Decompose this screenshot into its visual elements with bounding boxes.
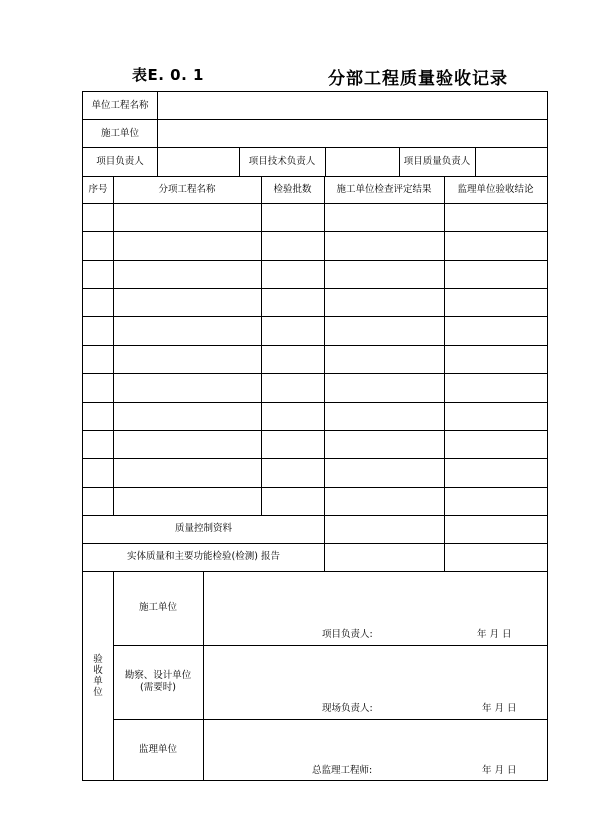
row-divider (83, 147, 547, 148)
quality-manager-label: 项目质量负责人 (403, 156, 471, 167)
row-divider (83, 119, 547, 120)
table-row-divider (83, 402, 547, 403)
col-divider (324, 176, 325, 571)
technical-manager-label: 项目技术负责人 (248, 156, 316, 167)
survey-design-unit-note: (需要时) (140, 682, 176, 693)
construction-sign-date: 年 月 日 (477, 629, 512, 640)
table-row-divider (83, 458, 547, 459)
col-divider (475, 147, 476, 176)
col-divider (325, 147, 326, 176)
column-header-construction-result: 施工单位检查评定结果 (336, 184, 432, 195)
unit-project-name-label: 单位工程名称 (91, 100, 149, 111)
table-row-divider (83, 487, 547, 488)
survey-design-unit-label: 勘察、设计单位 (124, 670, 192, 681)
acceptance-form-table (82, 91, 548, 781)
chief-supervisor-signature-label: 总监理工程师: (312, 765, 373, 776)
project-manager-label: 项目负责人 (96, 156, 144, 167)
row-divider (83, 203, 547, 204)
row-divider (113, 719, 547, 720)
row-divider (113, 645, 547, 646)
column-header-batch-count: 检验批数 (273, 184, 312, 195)
table-row-divider (83, 288, 547, 289)
col-divider (157, 92, 158, 147)
column-header-supervision-conclusion: 监理单位验收结论 (457, 184, 534, 195)
table-row-divider (83, 345, 547, 346)
row-divider (83, 543, 547, 544)
quality-control-data-label: 质量控制资料 (174, 523, 232, 534)
row-divider (83, 176, 547, 177)
column-header-seq: 序号 (88, 184, 108, 195)
project-manager-signature-label: 项目负责人: (322, 629, 373, 640)
acceptance-unit-label: 验 收 单 位 (93, 654, 103, 698)
entity-quality-report-label: 实体质量和主要功能检验(检测) 报告 (127, 551, 280, 562)
row-divider (83, 515, 547, 516)
table-row-divider (83, 373, 547, 374)
survey-design-sign-date: 年 月 日 (482, 703, 517, 714)
supervision-unit-label: 监理单位 (138, 744, 177, 755)
col-divider (261, 176, 262, 515)
table-row-divider (83, 231, 547, 232)
col-divider (113, 176, 114, 515)
table-row-divider (83, 316, 547, 317)
col-divider (203, 571, 204, 780)
row-divider (83, 571, 547, 572)
site-manager-signature-label: 现场负责人: (322, 703, 373, 714)
column-header-item-name: 分项工程名称 (158, 184, 216, 195)
table-row-divider (83, 260, 547, 261)
page-title: 分部工程质量验收记录 (328, 69, 508, 89)
construction-unit-label: 施工单位 (100, 128, 139, 139)
table-row-divider (83, 430, 547, 431)
form-number: 表E. 0. 1 (132, 66, 204, 84)
construction-unit-sign-label: 施工单位 (138, 602, 177, 613)
supervision-sign-date: 年 月 日 (482, 765, 517, 776)
col-divider (444, 176, 445, 571)
col-divider (157, 147, 158, 176)
